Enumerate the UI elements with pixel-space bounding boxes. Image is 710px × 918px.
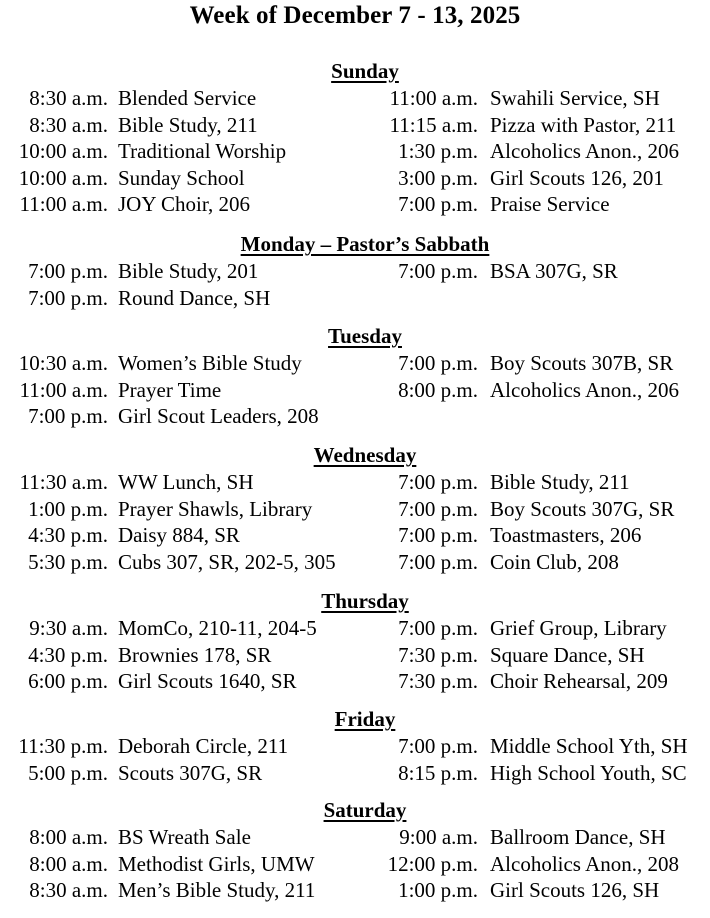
event-name: Ballroom Dance, SH bbox=[490, 825, 666, 849]
schedule-row bbox=[0, 496, 710, 522]
event-time: 8:30 a.m. bbox=[29, 878, 108, 903]
event-time: 7:30 p.m. bbox=[398, 669, 478, 694]
event-name: Bible Study, 211 bbox=[490, 470, 630, 494]
day-heading: Wednesday bbox=[313, 443, 417, 467]
event-name: Blended Service bbox=[118, 86, 257, 110]
event-time: 7:00 p.m. bbox=[28, 259, 108, 283]
event-name: Grief Group, Library bbox=[490, 616, 667, 640]
event-time: 11:00 a.m. bbox=[19, 377, 108, 402]
event-name: Toastmasters, 206 bbox=[490, 523, 642, 548]
event-time: 8:00 a.m. bbox=[29, 851, 108, 876]
schedule-row bbox=[0, 112, 710, 138]
event-name: Middle School Yth, SH bbox=[490, 734, 688, 758]
event-time: 10:00 a.m. bbox=[18, 165, 108, 190]
day-heading: Sunday bbox=[331, 59, 399, 83]
event-time: 1:00 p.m. bbox=[28, 496, 108, 521]
event-time: 8:00 p.m. bbox=[398, 377, 478, 402]
event-time: 10:00 a.m. bbox=[18, 139, 108, 164]
event-name: Swahili Service, SH bbox=[490, 86, 660, 110]
event-time: 5:30 p.m. bbox=[28, 549, 108, 574]
event-name: Girl Scouts 126, 201 bbox=[490, 165, 664, 190]
event-time: 9:00 a.m. bbox=[399, 825, 478, 849]
schedule-row bbox=[0, 285, 710, 311]
day-heading: Friday bbox=[334, 707, 396, 731]
schedule-row bbox=[0, 377, 710, 403]
event-time: 7:00 p.m. bbox=[398, 549, 478, 574]
event-time: 7:00 p.m. bbox=[398, 259, 478, 283]
event-name: Scouts 307G, SR bbox=[118, 760, 263, 785]
schedule-row bbox=[0, 642, 710, 668]
event-name: Deborah Circle, 211 bbox=[118, 734, 289, 758]
event-time: 7:00 p.m. bbox=[398, 470, 478, 494]
event-time: 7:30 p.m. bbox=[398, 642, 478, 667]
schedule-row bbox=[0, 85, 710, 111]
event-time: 7:00 p.m. bbox=[398, 734, 478, 758]
event-time: 12:00 p.m. bbox=[387, 851, 478, 876]
schedule-row bbox=[0, 760, 710, 786]
event-time: 1:30 p.m. bbox=[398, 139, 478, 164]
event-time: 7:00 p.m. bbox=[398, 523, 478, 548]
event-name: Alcoholics Anon., 206 bbox=[490, 377, 679, 402]
page-title: Week of December 7 - 13, 2025 bbox=[189, 2, 521, 29]
event-name: Alcoholics Anon., 208 bbox=[490, 851, 679, 876]
event-name: Traditional Worship bbox=[118, 139, 287, 164]
schedule-row bbox=[0, 877, 710, 903]
event-time: 4:30 p.m. bbox=[28, 523, 108, 548]
event-time: 4:30 p.m. bbox=[28, 642, 108, 667]
schedule-row bbox=[0, 138, 710, 164]
event-name: Brownies 178, SR bbox=[118, 642, 272, 667]
day-heading: Monday – Pastor’s Sabbath bbox=[240, 232, 490, 256]
event-name: Girl Scouts 126, SH bbox=[490, 878, 660, 903]
event-time: 9:30 a.m. bbox=[29, 616, 108, 640]
event-name: BSA 307G, SR bbox=[490, 259, 618, 283]
event-time: 11:00 a.m. bbox=[389, 86, 478, 110]
event-name: Methodist Girls, UMW bbox=[118, 851, 315, 876]
schedule-row bbox=[0, 191, 710, 217]
schedule-row bbox=[0, 258, 710, 284]
schedule-row bbox=[0, 403, 710, 429]
event-name: BS Wreath Sale bbox=[118, 825, 251, 849]
event-name: Prayer Shawls, Library bbox=[118, 496, 313, 521]
event-name: Women’s Bible Study bbox=[118, 351, 302, 375]
event-time: 7:00 p.m. bbox=[28, 404, 108, 429]
event-time: 8:30 a.m. bbox=[29, 112, 108, 137]
event-time: 7:00 p.m. bbox=[398, 496, 478, 521]
event-name: Daisy 884, SR bbox=[118, 523, 240, 548]
event-name: JOY Choir, 206 bbox=[118, 192, 250, 217]
schedule-row bbox=[0, 668, 710, 694]
event-name: Bible Study, 211 bbox=[118, 112, 258, 137]
event-time: 8:00 a.m. bbox=[29, 825, 108, 849]
event-name: Boy Scouts 307B, SR bbox=[490, 351, 674, 375]
event-name: Men’s Bible Study, 211 bbox=[118, 878, 316, 903]
event-time: 10:30 a.m. bbox=[18, 351, 108, 375]
event-name: MomCo, 210-11, 204-5 bbox=[118, 616, 317, 640]
schedule-row bbox=[0, 824, 710, 850]
event-time: 11:15 a.m. bbox=[389, 112, 478, 137]
event-name: High School Youth, SC bbox=[490, 760, 687, 785]
event-name: Girl Scout Leaders, 208 bbox=[118, 404, 319, 429]
schedule-row bbox=[0, 350, 710, 376]
event-name: Coin Club, 208 bbox=[490, 549, 619, 574]
event-name: Pizza with Pastor, 211 bbox=[490, 112, 677, 137]
event-name: Bible Study, 201 bbox=[118, 259, 259, 283]
schedule-row bbox=[0, 165, 710, 191]
day-heading: Thursday bbox=[321, 589, 409, 613]
event-name: Sunday School bbox=[118, 165, 245, 190]
schedule-row bbox=[0, 522, 710, 548]
event-time: 11:30 p.m. bbox=[18, 734, 108, 758]
event-time: 7:00 p.m. bbox=[398, 616, 478, 640]
event-time: 1:00 p.m. bbox=[398, 878, 478, 903]
schedule-row bbox=[0, 733, 710, 759]
event-name: Square Dance, SH bbox=[490, 642, 645, 667]
event-name: Girl Scouts 1640, SR bbox=[118, 669, 297, 694]
day-heading: Tuesday bbox=[328, 324, 402, 348]
schedule-row bbox=[0, 469, 710, 495]
schedule-row bbox=[0, 851, 710, 877]
event-time: 7:00 p.m. bbox=[398, 192, 478, 217]
event-name: Boy Scouts 307G, SR bbox=[490, 496, 675, 521]
event-time: 7:00 p.m. bbox=[28, 285, 108, 310]
event-time: 6:00 p.m. bbox=[28, 669, 108, 694]
event-time: 11:30 a.m. bbox=[19, 470, 108, 494]
event-time: 8:15 p.m. bbox=[398, 760, 478, 785]
day-heading: Saturday bbox=[323, 798, 407, 822]
event-time: 3:00 p.m. bbox=[398, 165, 478, 190]
event-time: 8:30 a.m. bbox=[29, 86, 108, 110]
event-time: 11:00 a.m. bbox=[19, 192, 108, 217]
event-name: Alcoholics Anon., 206 bbox=[490, 139, 679, 164]
event-name: WW Lunch, SH bbox=[118, 470, 254, 494]
event-time: 5:00 p.m. bbox=[28, 760, 108, 785]
event-name: Choir Rehearsal, 209 bbox=[490, 669, 668, 694]
event-name: Round Dance, SH bbox=[118, 285, 271, 310]
schedule-row bbox=[0, 615, 710, 641]
event-time: 7:00 p.m. bbox=[398, 351, 478, 375]
event-name: Cubs 307, SR, 202-5, 305 bbox=[118, 549, 336, 574]
schedule-row bbox=[0, 549, 710, 575]
event-name: Praise Service bbox=[490, 192, 610, 217]
event-name: Prayer Time bbox=[118, 377, 222, 402]
